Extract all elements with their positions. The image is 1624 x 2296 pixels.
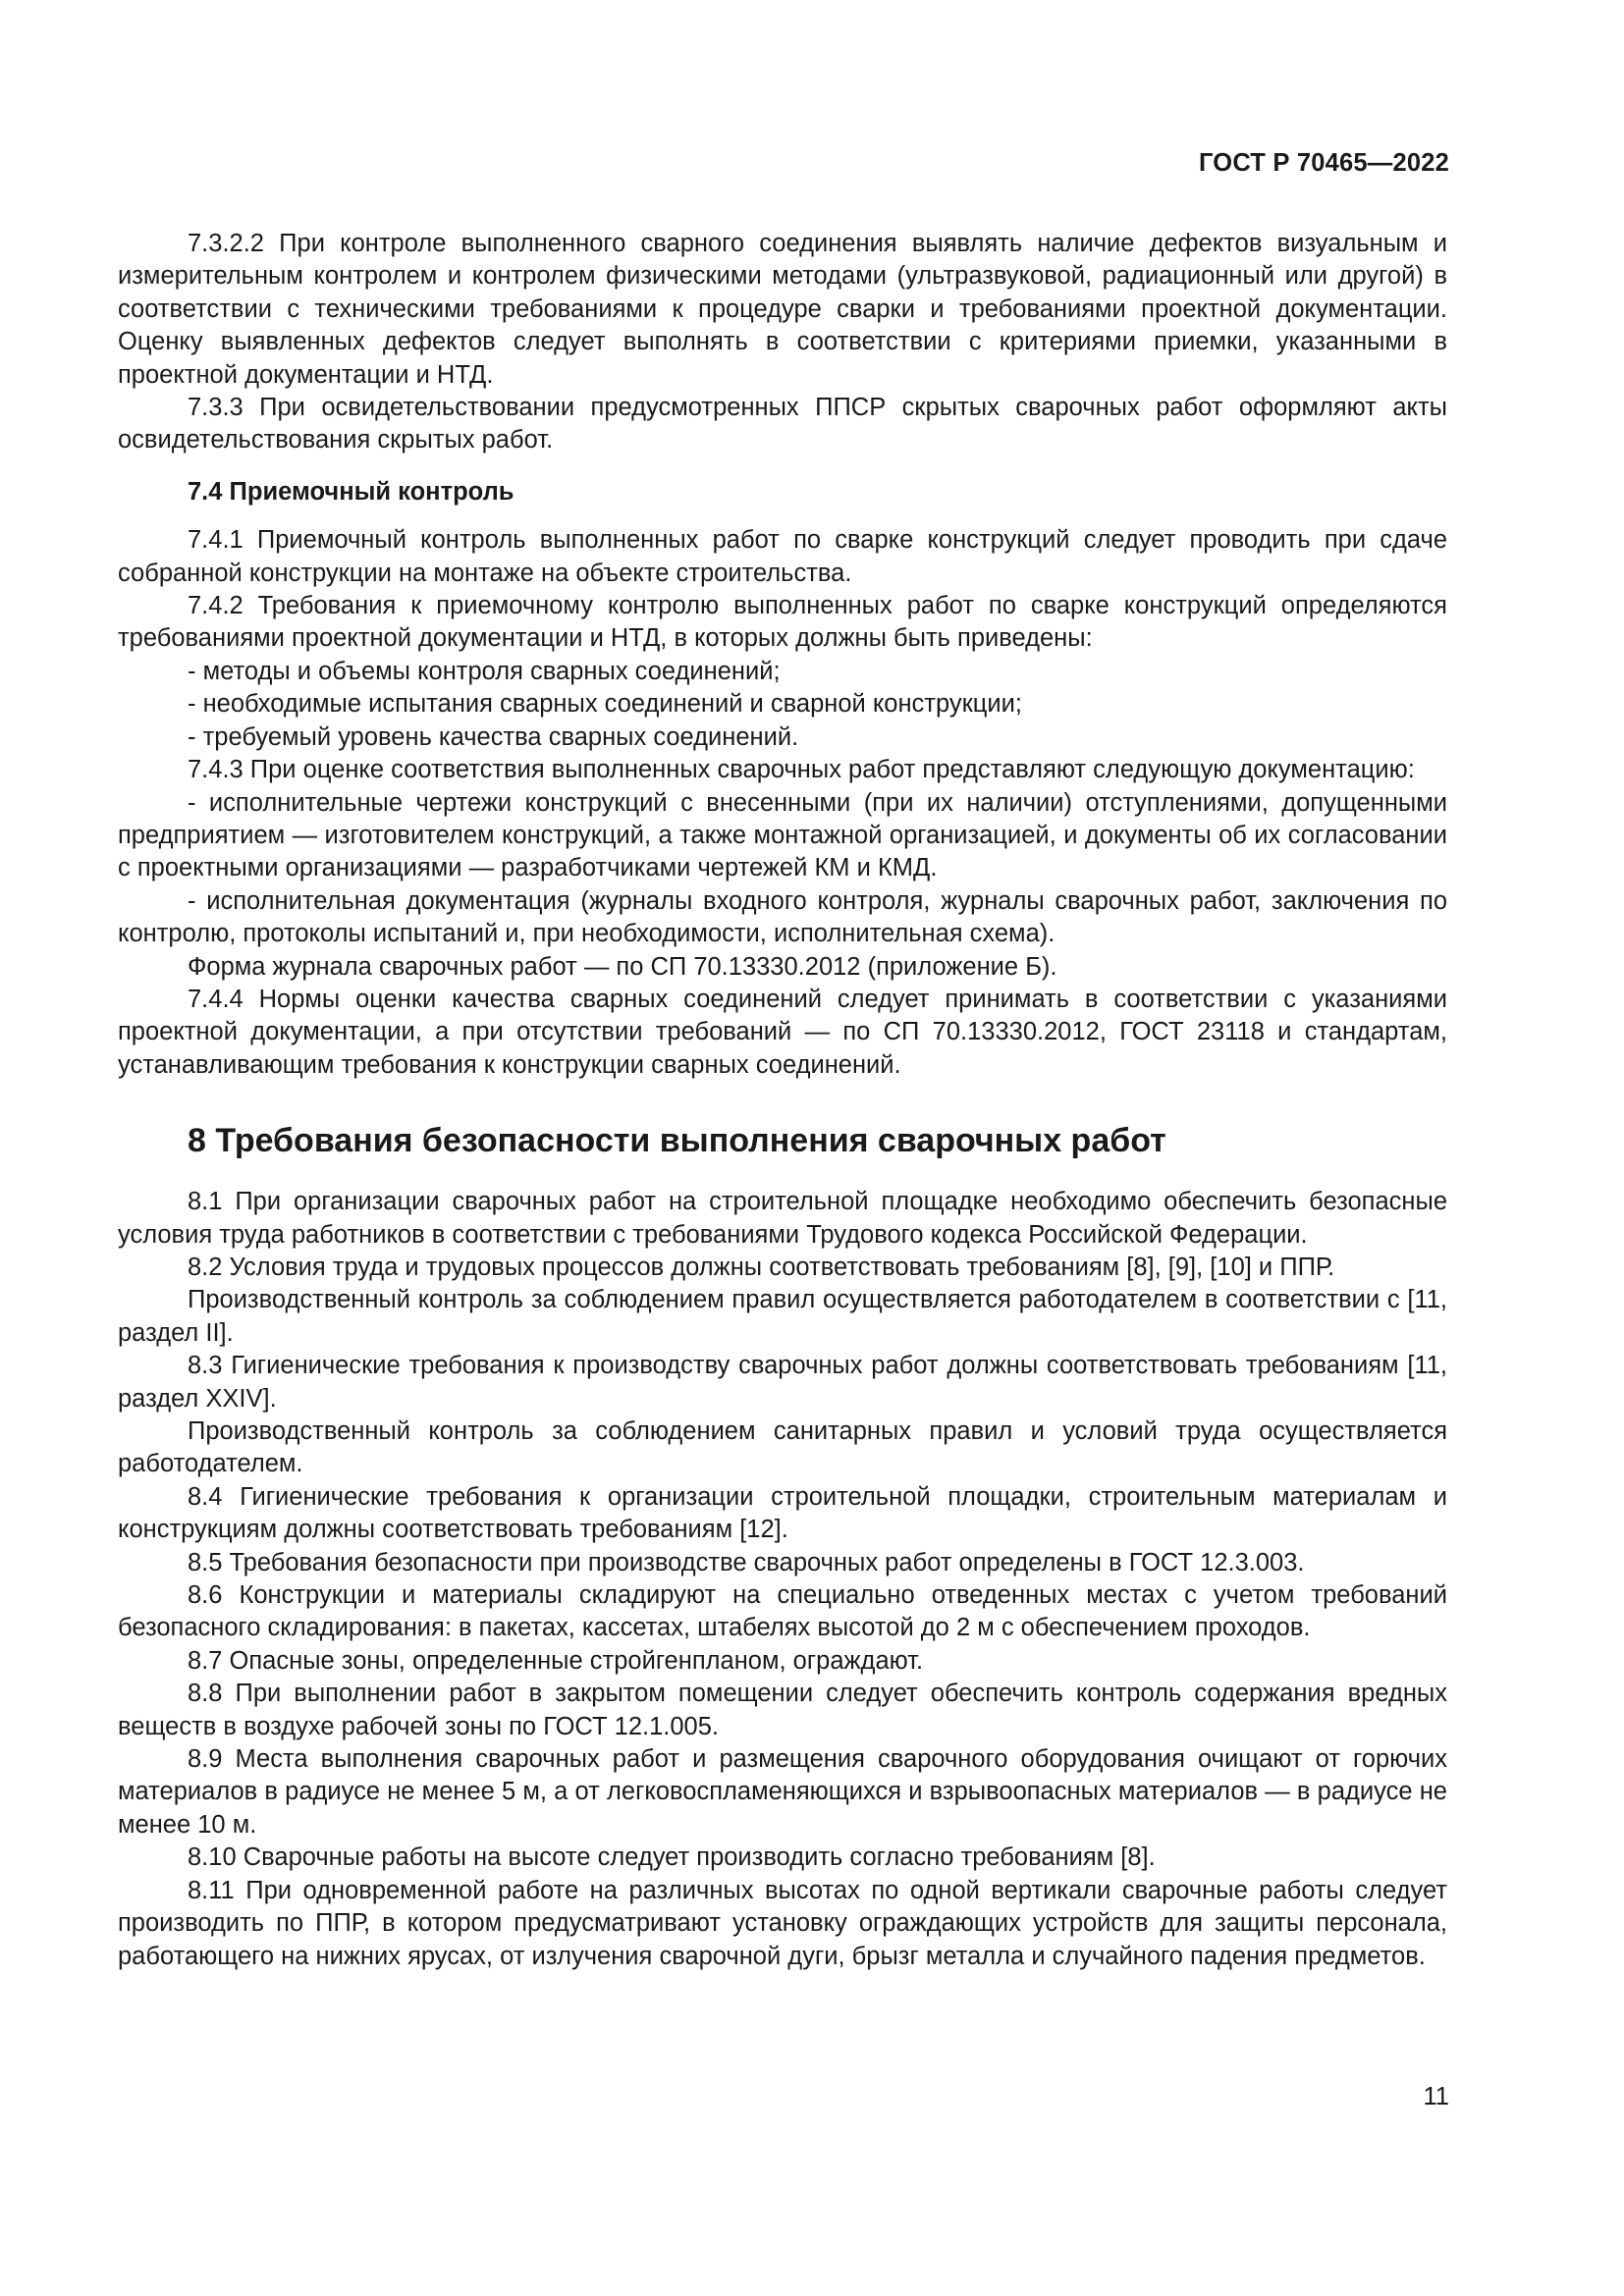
- paragraph-8-11: 8.11 При одновременной работе на различных высотах по одной вертикали сварочные работы следует производить по ППР, в котором предусматривают установку ограждающих устройств для защиты персонала, работающего на нижних ярусах, от излучения сварочной дуги, брызг металла и случайного падения предметов.: [118, 1876, 1447, 1970]
- list-item: - исполнительная документация (журналы входного контроля, журналы сварочных работ, заключения по контролю, протоколы испытаний и, при необходимости, исполнительная схема).: [118, 886, 1447, 948]
- list-item: - методы и объемы контроля сварных соединений;: [188, 657, 781, 685]
- paragraph-7-4-4: 7.4.4 Нормы оценки качества сварных соединений следует принимать в соответствии с указаниями проектной документации, а при отсутствии требований — по СП 70.13330.2012, ГОСТ 23118 и стандартам, устанавливающим требования к конструкции сварных соединений.: [118, 985, 1447, 1079]
- paragraph-8-8: 8.8 При выполнении работ в закрытом помещении следует обеспечить контроль содержания вредных веществ в воздухе рабочей зоны по ГОСТ 12.1.005.: [118, 1680, 1447, 1740]
- list-item: - необходимые испытания сварных соединений и сварной конструкции;: [188, 690, 1022, 719]
- list-item: - требуемый уровень качества сварных соединений.: [188, 722, 799, 751]
- paragraph-7-4-2: 7.4.2 Требования к приемочному контролю выполненных работ по сварке конструкций определяются требованиями проектной документации и НТД, в которых должны быть приведены:: [118, 592, 1447, 653]
- list-item: - исполнительные чертежи конструкций с внесенными (при их наличии) отступлениями, допущенными предприятием — изготовителем конструкций, а также монтажной организацией, и документы об их согласовании с проектными организациями — разработчиками чертежей КМ и КМД.: [118, 788, 1447, 882]
- paragraph-7-4-3: 7.4.3 При оценке соответствия выполненных сварочных работ представляют следующую документацию:: [188, 756, 1415, 784]
- paragraph-journal-form: Форма журнала сварочных работ — по СП 70.13330.2012 (приложение Б).: [188, 952, 1057, 981]
- document-body: [118, 228, 1447, 1973]
- paragraph-8-7: 8.7 Опасные зоны, определенные стройгенпланом, ограждают.: [188, 1646, 924, 1675]
- section-heading-8: 8 Требования безопасности выполнения сварочных работ: [188, 1122, 1166, 1160]
- paragraph: Производственный контроль за соблюдением санитарных правил и условий труда осуществляется работодателем.: [118, 1417, 1447, 1478]
- document-header: ГОСТ Р 70465—2022: [1198, 149, 1449, 177]
- section-heading-7-4: 7.4 Приемочный контроль: [188, 477, 514, 506]
- paragraph-8-9: 8.9 Места выполнения сварочных работ и размещения сварочного оборудования очищают от горючих материалов в радиусе не менее 5 м, а от легковоспламеняющихся и взрывоопасных материалов — в радиусе не менее 10 м.: [118, 1745, 1447, 1839]
- paragraph-8-10: 8.10 Сварочные работы на высоте следует производить согласно требованиям [8].: [188, 1843, 1156, 1872]
- paragraph-7-4-1: 7.4.1 Приемочный контроль выполненных работ по сварке конструкций следует проводить при сдаче собранной конструкции на монтаже на объекте строительства.: [118, 526, 1447, 587]
- paragraph-8-6: 8.6 Конструкции и материалы складируют на специально отведенных местах с учетом требований безопасного складирования: в пакетах, кассетах, штабелях высотой до 2 м с обеспечением проходов.: [118, 1581, 1447, 1642]
- paragraph-7-3-2-2: 7.3.2.2 При контроле выполненного сварного соединения выявлять наличие дефектов визуальным и измерительным контролем и контролем физическими методами (ультразвуковой, радиационный или другой) в соответствии с техническими требованиями к процедуре сварки и требованиями проектной документации. Оценку выявленных дефектов следует выполнять в соответствии с критериями приемки, указанными в проектной документации и НТД.: [118, 230, 1447, 389]
- paragraph: Производственный контроль за соблюдением правил осуществляется работодателем в соответствии с [11, раздел II].: [118, 1286, 1447, 1347]
- paragraph-7-3-3: 7.3.3 При освидетельствовании предусмотренных ППСР скрытых сварочных работ оформляют акты освидетельствования скрытых работ.: [118, 394, 1447, 454]
- paragraph-8-5: 8.5 Требования безопасности при производстве сварочных работ определены в ГОСТ 12.3.003.: [188, 1548, 1305, 1576]
- paragraph-8-1: 8.1 При организации сварочных работ на строительной площадке необходимо обеспечить безопасные условия труда работников в соответствии с требованиями Трудового кодекса Российской Федерации.: [118, 1188, 1447, 1249]
- paragraph-8-4: 8.4 Гигиенические требования к организации строительной площадки, строительным материалам и конструкциям должны соответствовать требованиям [12].: [118, 1482, 1447, 1544]
- paragraph-8-3: 8.3 Гигиенические требования к производству сварочных работ должны соответствовать требованиям [11, раздел XXIV].: [118, 1352, 1447, 1413]
- page-number: 11: [1423, 2083, 1449, 2110]
- paragraph-8-2: 8.2 Условия труда и трудовых процессов должны соответствовать требованиям [8], [9], [10] и ППР.: [188, 1253, 1335, 1281]
